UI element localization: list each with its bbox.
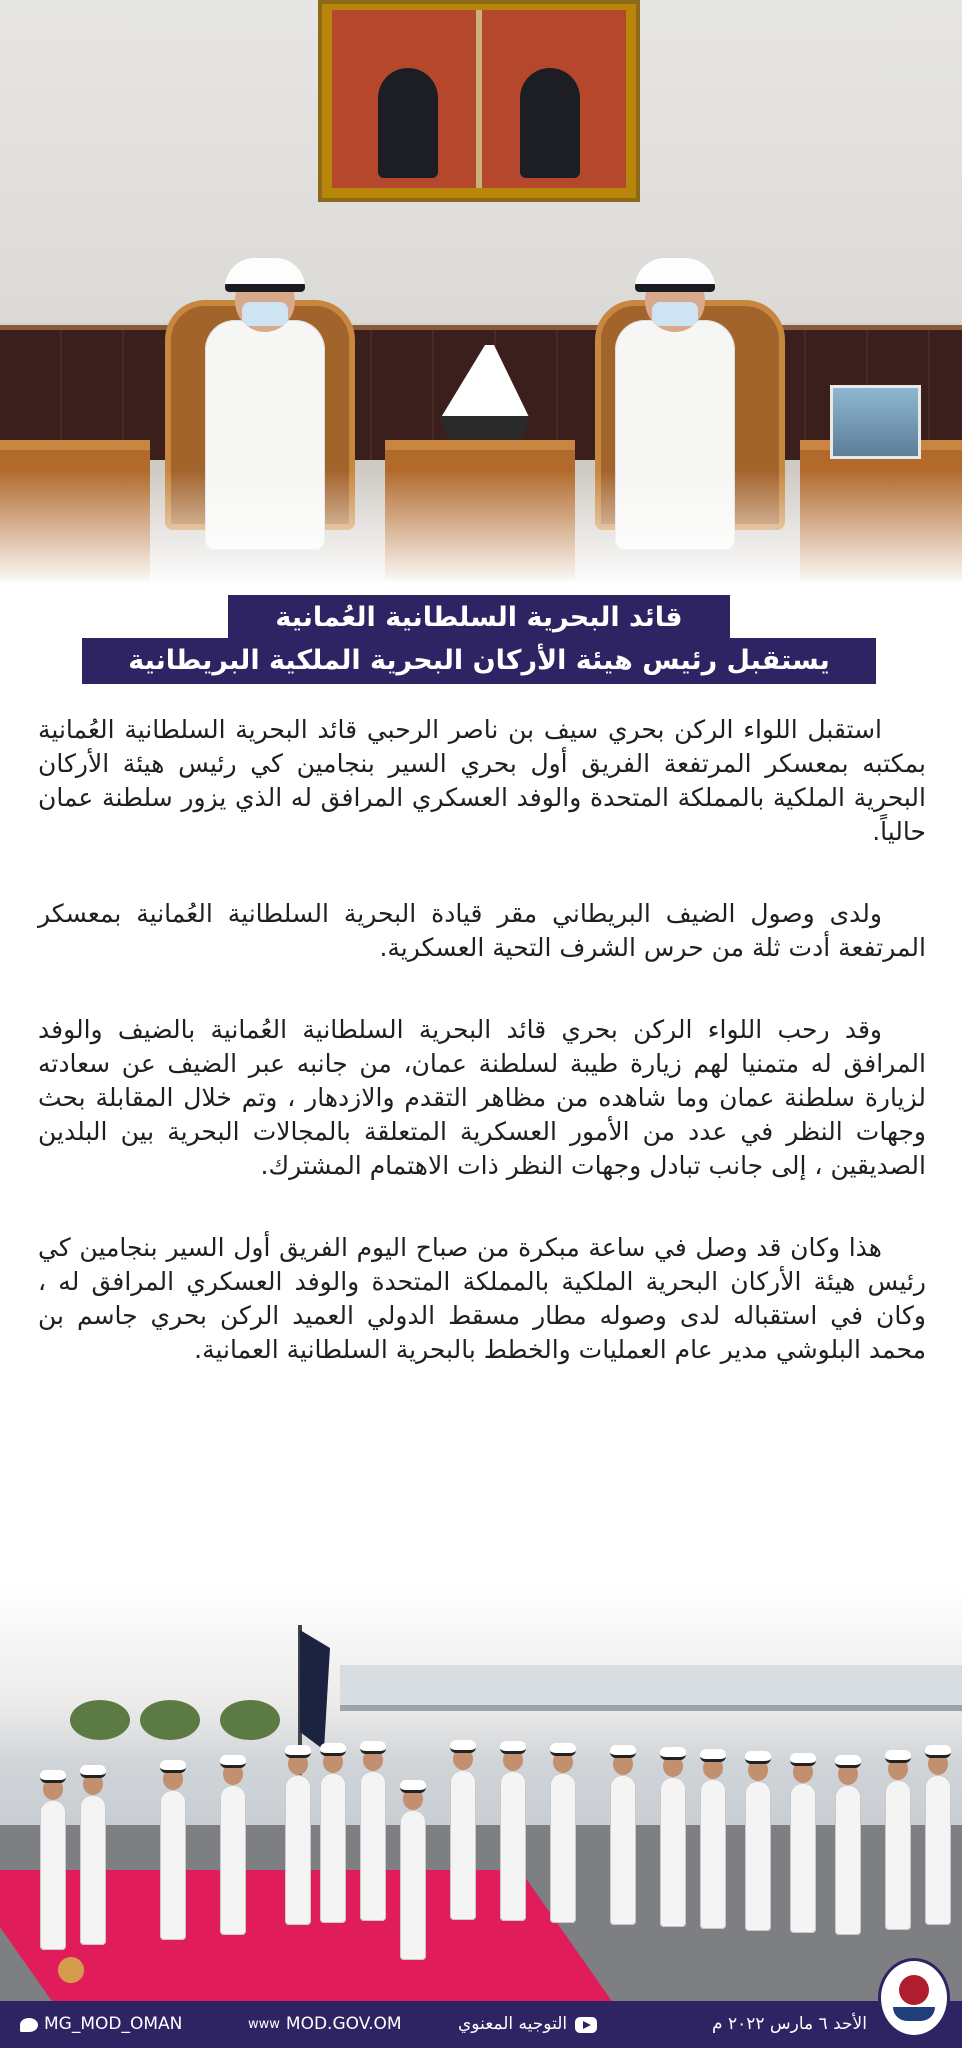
honor-guard-photo (0, 1585, 962, 2001)
honor-guard-commander (400, 1810, 426, 1960)
forum-watermark-logo (48, 1948, 94, 1992)
naval-flag (300, 1630, 330, 1750)
youtube-play-icon (575, 2017, 597, 2033)
website-link[interactable] (248, 2001, 402, 2048)
headline-line-1: قائد البحرية السلطانية العُمانية (228, 595, 730, 641)
twitter-handle: MG_MOD_OMAN (44, 2014, 183, 2034)
palm-tree (70, 1700, 130, 1740)
honor-guard-sailor (835, 1785, 861, 1935)
website-url: MOD.GOV.OM (285, 2014, 402, 2034)
footer-bar (0, 2001, 962, 2048)
ministry-emblem-icon (878, 1958, 950, 2038)
face-mask (242, 302, 288, 326)
reception-photo (0, 0, 962, 600)
article-paragraph-1: استقبل اللواء الركن بحري سيف بن ناصر الرحبي قائد البحرية السلطانية العُمانية بمكتبه بمعسكر المرتفعة الفريق أول بحري السير بنجامين كي رئيس هيئة الأركان البحرية الملكية بالمملكة المتحدة والوفد العسكري المرافق له الذي يزور سلطنة عمان حالياً. (38, 715, 926, 846)
honor-guard-sailor (700, 1779, 726, 1929)
ship-photo-frame (830, 385, 921, 459)
officer-cap (225, 258, 305, 292)
honor-guard-sailor (745, 1781, 771, 1931)
guest-officer (40, 1800, 66, 1950)
youtube-channel: التوجيه المعنوي (458, 2014, 568, 2034)
honor-guard-sailor (925, 1775, 951, 1925)
honor-guard-sailor (790, 1783, 816, 1933)
honor-guard-sailor (320, 1773, 346, 1923)
twitter-bird-icon (20, 2018, 38, 2032)
article-paragraph-3: وقد رحب اللواء الركن بحري قائد البحرية السلطانية العُمانية بالضيف والوفد المرافق له متمنيا لهم زيارة طيبة لسلطنة عمان، من جانبه عبر الضيف عن سعادته لزيارة سلطنة عمان وما شاهده من مظاهر التقدم والازدهار ، وتم خلال المقابلة بحث وجهات النظر في عدد من الأمور العسكرية المتعلقة بالمجالات البحرية بين البلدين الصديقين ، إلى جانب تبادل وجهات النظر ذات الاهتمام المشترك. (38, 1015, 926, 1180)
honor-guard-sailor (550, 1773, 576, 1923)
article-paragraph-4: هذا وكان قد وصل في ساعة مبكرة من صباح اليوم الفريق أول السير بنجامين كي رئيس هيئة الأركان البحرية الملكية بالمملكة المتحدة والوفد العسكري المرافق له ، وكان في استقباله لدى وصوله مطار مسقط الدولي العميد الركن بحري جاسم بن محمد البلوشي مدير عام العمليات والخطط بالبحرية السلطانية العمانية. (38, 1233, 926, 1364)
honor-guard-sailor (660, 1777, 686, 1927)
publish-date: الأحد ٦ مارس ٢٠٢٢ م (712, 2014, 867, 2034)
portrait-figure-right (520, 68, 580, 178)
portrait-figure-left (378, 68, 438, 178)
article-body (38, 713, 926, 1415)
guest-officer (80, 1795, 106, 1945)
framed-portrait (318, 0, 640, 202)
twitter-link[interactable] (20, 2001, 182, 2048)
parade-canopy (340, 1665, 962, 1711)
honor-guard-sailor (500, 1771, 526, 1921)
face-mask (652, 302, 698, 326)
article-paragraph-2: ولدى وصول الضيف البريطاني مقر قيادة البحرية السلطانية العُمانية بمعسكر المرتفعة أدت ثلة من حرس الشرف التحية العسكرية. (38, 899, 926, 962)
headline-line-2: يستقبل رئيس هيئة الأركان البحرية الملكية البريطانية (82, 638, 876, 684)
photo-fade (0, 470, 962, 600)
honor-guard-sailor (450, 1770, 476, 1920)
website-prefix: www (248, 2017, 280, 2032)
guest-officer (220, 1785, 246, 1935)
honor-guard-sailor (885, 1780, 911, 1930)
palm-tree (140, 1700, 200, 1740)
youtube-link[interactable] (458, 2001, 597, 2048)
honor-guard-sailor (610, 1775, 636, 1925)
honor-guard-sailor (360, 1771, 386, 1921)
portrait-canvas (332, 10, 626, 188)
honor-guard-sailor (285, 1775, 311, 1925)
officer-cap (635, 258, 715, 292)
guest-officer (160, 1790, 186, 1940)
palm-tree (220, 1700, 280, 1740)
